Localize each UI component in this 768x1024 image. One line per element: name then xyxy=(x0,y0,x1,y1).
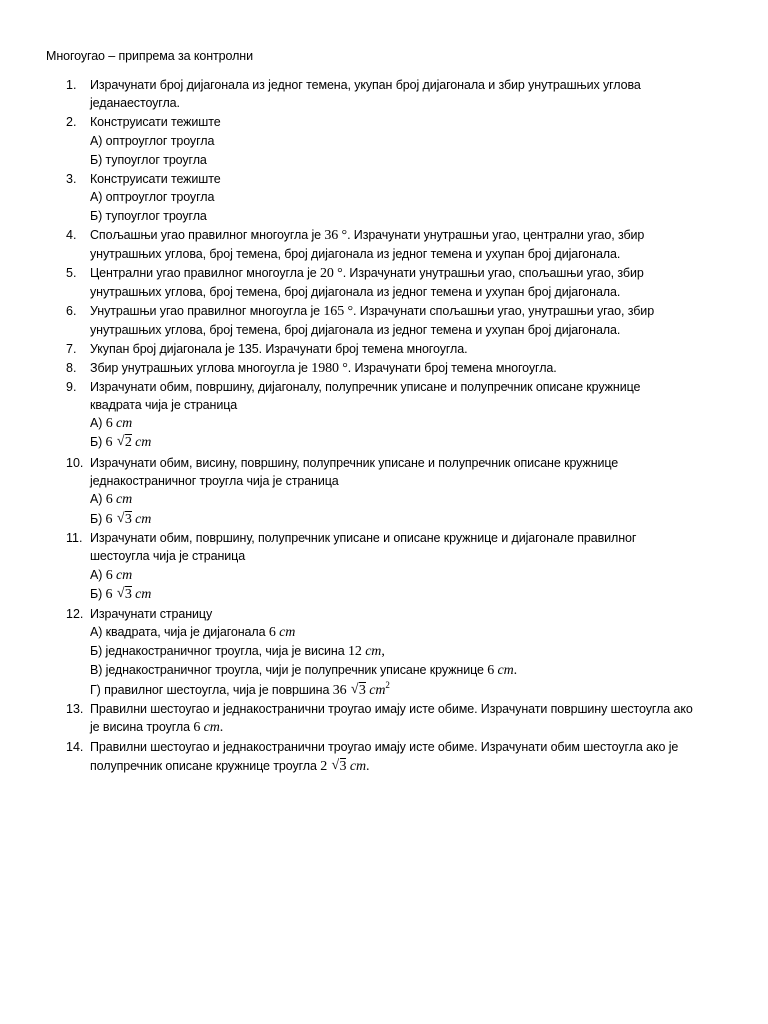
item-text-part: . Израчунати унутрашњи угао, централни угао, збир xyxy=(347,228,645,242)
item-text: шестоугла чија је страница xyxy=(90,549,246,563)
item-number: 12. xyxy=(66,607,84,621)
item-text: Правилни шестоугао и једнакостранични троугао имају исте обиме. Израчунати површину шестоугла ако xyxy=(90,702,693,716)
option-label: Б) xyxy=(90,512,103,526)
item-number: 7. xyxy=(66,342,77,356)
math-number: 6 xyxy=(105,568,113,583)
math-unit: cm xyxy=(116,568,133,583)
math-unit: cm xyxy=(116,492,133,507)
option-text: В) једнакостраничног троугла, чији је полупречник уписане кружнице xyxy=(90,663,484,677)
math-unit: cm xyxy=(135,435,152,450)
item-number: 5. xyxy=(66,266,77,280)
item-text: Правилни шестоугао и једнакостранични троугао имају исте обиме. Израчунати обим шестоугла ако је xyxy=(90,740,679,754)
item-number: 1. xyxy=(66,78,77,92)
item-text: Б) тупоуглог троугла xyxy=(90,153,207,167)
option-text: Г) правилног шестоугла, чија је површина xyxy=(90,683,330,697)
item-text-part: Унутрашњи угао правилног многоугла је xyxy=(90,304,321,318)
item-text: Израчунати број дијагонала из једног темена, укупан број дијагонала и збир унутрашњих углова xyxy=(90,78,641,92)
item-text xyxy=(90,718,223,737)
item-text: Израчунати страницу xyxy=(90,607,213,621)
math-value xyxy=(320,759,369,774)
math-radicand: 3 xyxy=(124,587,132,602)
option-text: Б) једнакостраничног троугла, чија је висина xyxy=(90,644,345,658)
item-text-part: . Израчунати спољашњи угао, унутрашњи угао, збир xyxy=(353,304,655,318)
item-number: 3. xyxy=(66,172,77,186)
item-text xyxy=(90,226,644,245)
math-radicand: 3 xyxy=(339,759,347,774)
item-number: 9. xyxy=(66,380,77,394)
math-value xyxy=(106,416,132,431)
math-value: 20 ° xyxy=(319,266,343,281)
item-number: 14. xyxy=(66,740,84,754)
math-number: 6 xyxy=(487,663,495,678)
item-text: Израчунати обим, висину, површину, полупречник уписане и полупречник описане кружнице xyxy=(90,456,619,470)
math-value xyxy=(106,512,152,527)
math-number: 6 xyxy=(105,435,113,450)
math-number: 6 xyxy=(105,512,113,527)
sqrt-symbol xyxy=(117,586,132,604)
item-text: Конструисати тежиште xyxy=(90,172,221,186)
item-number: 2. xyxy=(66,115,77,129)
item-text: унутрашњих углова, број темена, број дијагонала из једног темена и ухупан број дијагонала. xyxy=(90,323,621,337)
item-number: 11. xyxy=(66,531,83,545)
item-text: једанаестоугла. xyxy=(90,96,180,110)
item-number: 13. xyxy=(66,702,84,716)
math-number: 6 xyxy=(193,720,201,735)
item-option xyxy=(90,510,151,529)
math-unit: cm xyxy=(135,587,152,602)
item-number: 10. xyxy=(66,456,84,470)
item-text: Израчунати обим, површину, полупречник уписане и описане кружнице и дијагонале правилног xyxy=(90,531,637,545)
math-punct: . xyxy=(219,720,224,735)
math-value xyxy=(332,680,390,698)
math-value xyxy=(106,435,152,450)
item-option xyxy=(90,642,385,661)
sqrt-symbol xyxy=(332,758,347,776)
math-value xyxy=(106,568,132,583)
item-text: једнакостраничног троугла чија је страница xyxy=(90,474,339,488)
item-text xyxy=(90,757,369,776)
item-text-part: . Израчунати унутрашњи угао, спољашњи угао, збир xyxy=(342,266,644,280)
item-text-part: . Израчунати број темена многоугла. xyxy=(347,361,557,375)
item-option xyxy=(90,566,132,585)
option-label: А) xyxy=(90,492,103,506)
math-number: 6 xyxy=(105,587,113,602)
item-text-part: полупречник описане кружнице троугла xyxy=(90,759,317,773)
item-text: Израчунати обим, површину, дијагоналу, полупречник уписане и полупречник описане кружнице xyxy=(90,380,641,394)
math-value: 165 ° xyxy=(323,304,354,319)
math-radicand: 2 xyxy=(124,435,132,450)
math-radicand: 3 xyxy=(124,512,132,527)
math-value xyxy=(106,492,132,507)
math-unit: cm xyxy=(349,759,366,774)
item-text-part: Спољашњи угао правилног многоугла је xyxy=(90,228,321,242)
item-text-part: је висина троугла xyxy=(90,720,190,734)
item-text: квадрата чија је страница xyxy=(90,398,238,412)
math-number: 12 xyxy=(347,644,362,659)
math-value: 1980 ° xyxy=(311,361,348,376)
math-unit: cm xyxy=(279,625,296,640)
math-number: 6 xyxy=(105,416,113,431)
item-option xyxy=(90,414,132,433)
sqrt-symbol xyxy=(117,511,132,529)
item-text-part: Збир унутрашњих углова многоугла је xyxy=(90,361,308,375)
math-number: 6 xyxy=(268,625,276,640)
item-option xyxy=(90,433,151,452)
math-value xyxy=(106,587,152,602)
math-unit: cm xyxy=(135,512,152,527)
item-option xyxy=(90,490,132,509)
item-text: унутрашњих углова, број темена, број дијагонала из једног темена и ухупан број дијагонала. xyxy=(90,247,621,261)
item-text: Конструисати тежиште xyxy=(90,115,221,129)
item-option xyxy=(90,585,151,604)
option-label: Б) xyxy=(90,435,103,449)
item-text xyxy=(90,359,557,378)
math-radicand: 3 xyxy=(358,683,366,698)
item-text xyxy=(90,302,654,321)
math-unit: cm xyxy=(116,416,133,431)
item-option xyxy=(90,623,295,642)
item-text: унутрашњих углова, број темена, број дијагонала из једног темена и ухупан број дијагонала. xyxy=(90,285,621,299)
document-title: Многоугао – припрема за контролни xyxy=(46,49,253,63)
option-label: А) xyxy=(90,416,103,430)
sqrt-symbol xyxy=(351,682,366,700)
math-punct: . xyxy=(513,663,518,678)
item-option xyxy=(90,681,390,700)
math-punct: , xyxy=(381,644,385,659)
option-label: А) xyxy=(90,568,103,582)
item-text: А) оптроуглог троугла xyxy=(90,190,215,204)
math-number: 36 xyxy=(332,683,347,698)
math-unit: cm xyxy=(369,683,386,698)
math-unit: cm xyxy=(203,720,220,735)
sqrt-symbol xyxy=(117,434,132,452)
item-text: А) оптроуглог троугла xyxy=(90,134,215,148)
math-value: 36 ° xyxy=(324,228,348,243)
math-unit: cm xyxy=(365,644,382,659)
item-text: Б) тупоуглог троугла xyxy=(90,209,207,223)
item-number: 8. xyxy=(66,361,77,375)
math-punct: . xyxy=(365,759,370,774)
math-value xyxy=(269,625,295,640)
math-value xyxy=(487,663,517,678)
math-value xyxy=(348,644,385,659)
item-option xyxy=(90,661,517,680)
math-value xyxy=(193,720,223,735)
math-number: 6 xyxy=(105,492,113,507)
item-text-part: Централни угао правилног многоугла је xyxy=(90,266,317,280)
item-text xyxy=(90,264,644,283)
math-exponent: 2 xyxy=(385,680,390,690)
item-text: Укупан број дијагонала је 135. Израчунати број темена многоугла. xyxy=(90,342,468,356)
item-number: 6. xyxy=(66,304,77,318)
math-number: 2 xyxy=(320,759,328,774)
math-unit: cm xyxy=(497,663,514,678)
item-number: 4. xyxy=(66,228,77,242)
option-label: Б) xyxy=(90,587,103,601)
option-text: А) квадрата, чија је дијагонала xyxy=(90,625,266,639)
